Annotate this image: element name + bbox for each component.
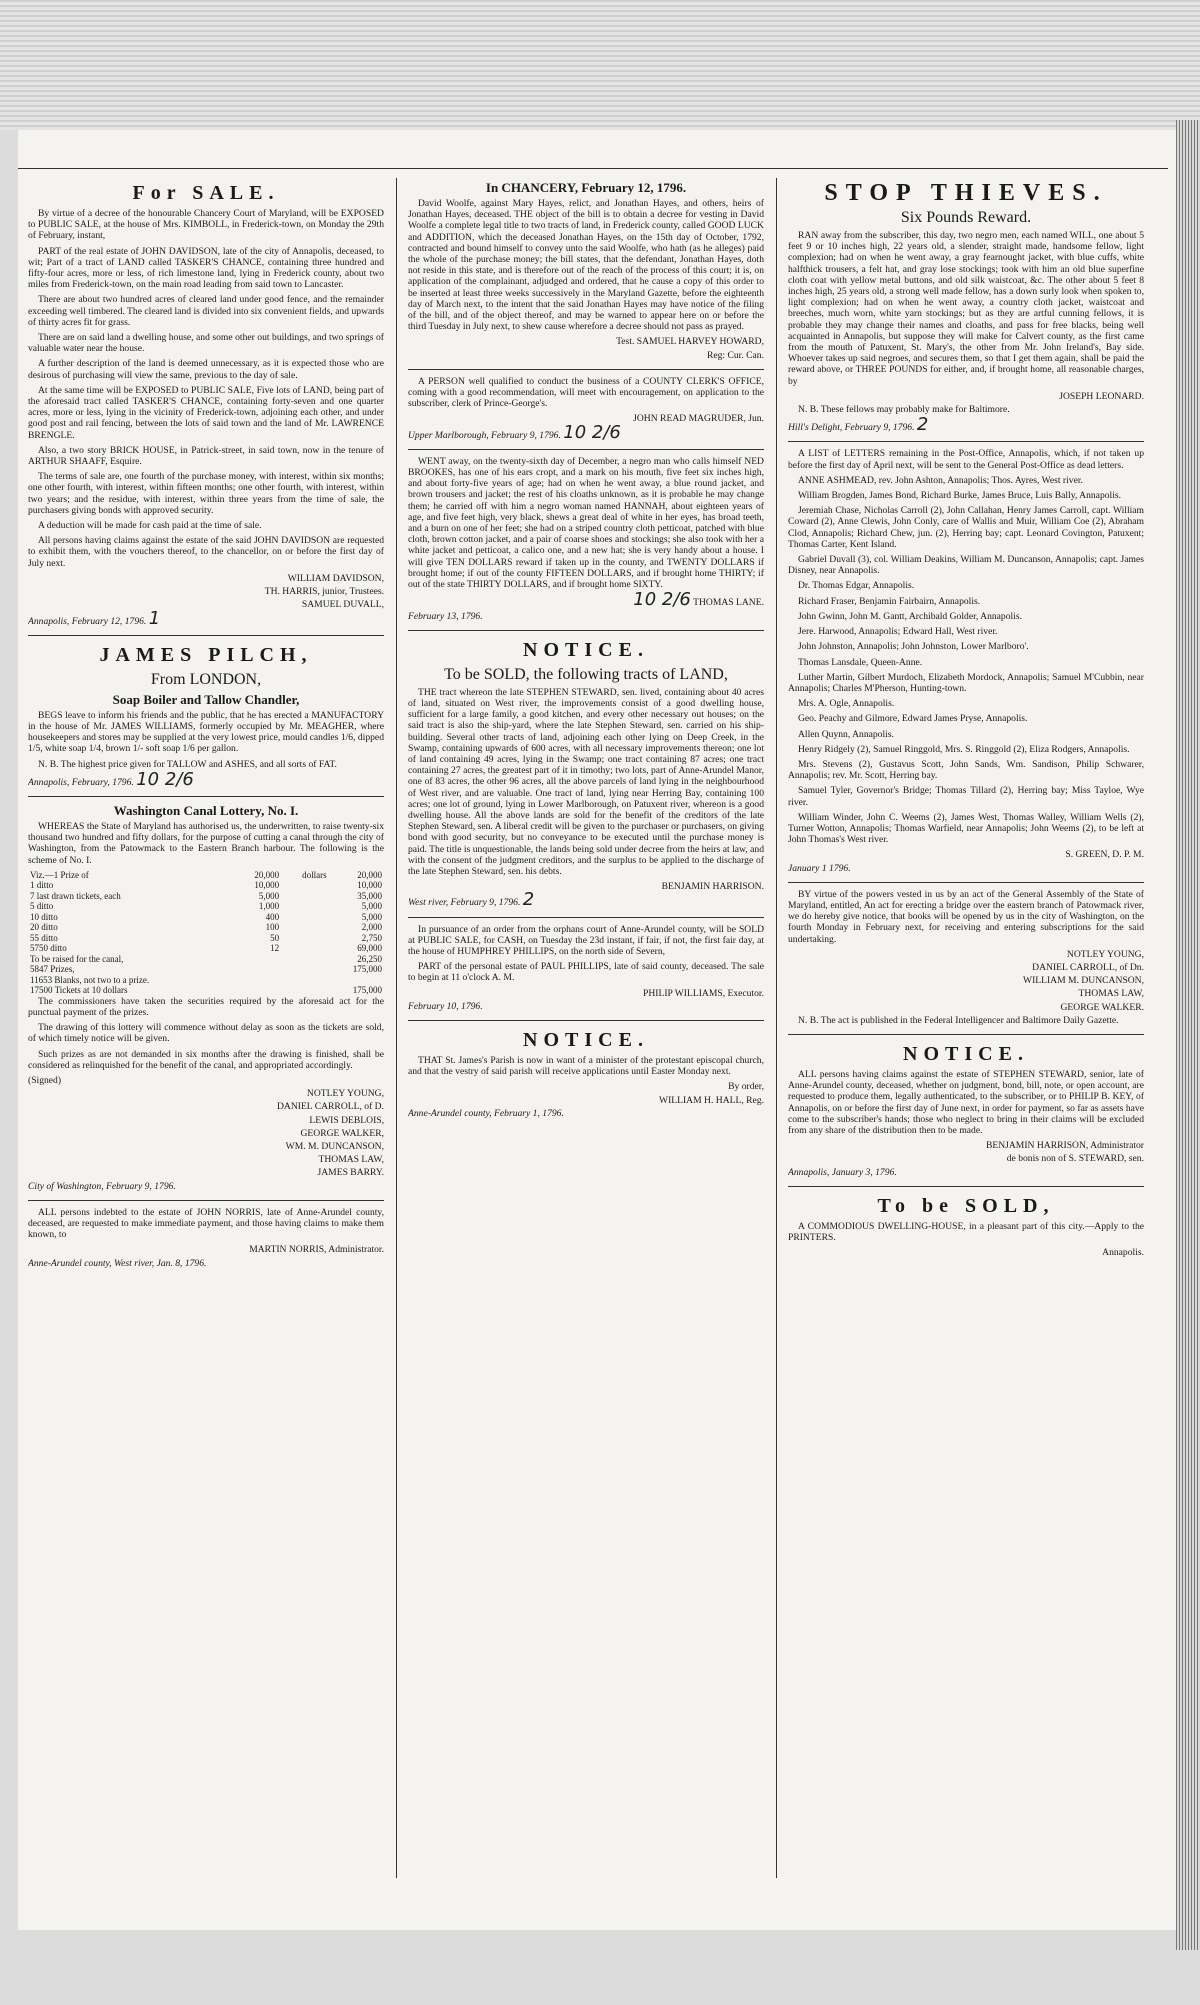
phillips-ad bbox=[408, 924, 764, 1012]
pilch-trade: Soap Boiler and Tallow Chandler, bbox=[112, 691, 300, 707]
pilch-ad bbox=[28, 642, 384, 788]
scheme-row bbox=[28, 891, 384, 902]
scheme-cell: 2,750 bbox=[361, 932, 382, 943]
scheme-cell bbox=[281, 891, 328, 902]
handwritten-note: 2 bbox=[916, 414, 929, 436]
scheme-cell: 2,000 bbox=[361, 922, 382, 933]
scheme-cell: 69,000 bbox=[357, 943, 382, 954]
letters-entry: Mrs. Stevens (2), Gustavus Scott, John Sands, Wm. Sandison, Philip Schwarer, Annapolis; rev. Mr. Scott, Herring bay. bbox=[788, 758, 1144, 782]
notice2-para: THAT St. James's Parish is now in want of a minister of the protestant episcopal church, and that the vestry of said parish will receive applications until Easter Monday next. bbox=[408, 1054, 764, 1078]
scheme-cell: 12 bbox=[270, 943, 280, 954]
scheme-cell: 175,000 bbox=[352, 964, 382, 975]
scheme-row bbox=[28, 943, 384, 954]
lane-para: WENT away, on the twenty-sixth day of December, a negro man who calls himself NED BROOKES, has one of his ears cropt, and a mark on his mouth, five feet six inches high, and about forty-five years of age; had on when he went away, a blue round jacket, and brown trousers and jacket; the rest of his cloaths unknown, as it is probable he may change them; he carried off with him a negro woman named HANNAH, about eighteen years of age, and five feet high, very black, shews a great deal of white in her eyes, has broad teeth, and a burn on one of her feet; she had on a striped country cloth petticoat, patched with blue cloth, brown cotton jacket, and a pair of coarse shoes and stockings; she also took with her a white jacket and petticoat, a calico one, and a new hat; she is very handy about a house. I will give TEN DOLLARS reward if taken up in the county, and TWENTY DOLLARS if brought home; if out of the county FIFTEEN DOLLARS, and if brought home THIRTY; if out of the state THIRTY DOLLARS, and if brought home SIXTY. bbox=[408, 455, 764, 591]
letters-entry: Thomas Lansdale, Queen-Anne. bbox=[798, 656, 923, 668]
scheme-row bbox=[28, 975, 384, 986]
notice2-ad bbox=[408, 1027, 764, 1119]
handwritten-note: 1 bbox=[148, 607, 161, 629]
scheme-cell bbox=[281, 943, 328, 954]
sale-para: A further description of the land is deemed unnecessary, as it is expected those who are desirous of purchasing will view the same, previous to the day of sale. bbox=[28, 358, 384, 381]
phillips-date: February 10, 1796. bbox=[408, 1000, 483, 1012]
scheme-cell: 1,000 bbox=[258, 901, 280, 912]
divider bbox=[788, 882, 1144, 883]
scheme-cell: 20 ditto bbox=[30, 922, 58, 933]
divider bbox=[28, 796, 384, 797]
column-1 bbox=[28, 178, 384, 1878]
divider bbox=[28, 635, 384, 636]
norris-date: Anne-Arundel county, West river, Jan. 8, 1796. bbox=[28, 1257, 207, 1269]
canal-date: City of Washington, February 9, 1796. bbox=[28, 1180, 176, 1192]
top-rule bbox=[18, 168, 1168, 169]
clerk-para: A PERSON well qualified to conduct the business of a COUNTY CLERK'S OFFICE, coming with a good recommendation, will meet with encouragement, on application to the subscriber, clerk of Prince-George's. bbox=[408, 375, 764, 410]
pilch-para: N. B. The highest price given for TALLOW and ASHES, and all sorts of FAT. bbox=[38, 758, 337, 770]
scheme-cell: dollars bbox=[302, 869, 327, 880]
notice3-sig: de bonis non of S. STEWARD, sen. bbox=[1006, 1153, 1144, 1165]
stop-nb: N. B. These fellows may probably make for Baltimore. bbox=[798, 404, 1010, 416]
scheme-cell: 5847 Prizes, bbox=[30, 964, 75, 975]
scheme-cell bbox=[281, 985, 328, 996]
scheme-cell: 5,000 bbox=[361, 901, 382, 912]
scheme-row bbox=[28, 985, 384, 996]
canal-lottery-ad bbox=[28, 803, 384, 1192]
stop-thieves-ad bbox=[788, 180, 1144, 436]
signer: NOTLEY YOUNG, bbox=[1066, 948, 1144, 960]
pilch-date: Annapolis, February, 1796. 10 2/6 bbox=[28, 768, 194, 790]
scheme-cell: 55 ditto bbox=[30, 932, 58, 943]
sale-date: Annapolis, February 12, 1796. 1 bbox=[28, 607, 161, 629]
canal-para: Such prizes as are not demanded in six months after the drawing is finished, shall be considered as relinquished for the benefit of the canal, and appropriated accordingly. bbox=[28, 1048, 384, 1071]
bridge-para: BY virtue of the powers vested in us by an act of the General Assembly of the State of Maryland, entitled, An act for erecting a bridge over the eastern branch of Patowmack river, we do hereby give notice, that books will be opened by us in the city of Washington, on the fourth Monday in February next, for receiving and entering subscriptions for the said undertaking. bbox=[788, 888, 1144, 945]
scheme-cell: 5,000 bbox=[258, 890, 280, 901]
sale-para: A deduction will be made for cash paid at the time of sale. bbox=[38, 520, 262, 532]
letters-entry: Luther Martin, Gilbert Murdoch, Elizabeth Mordock, Annapolis; Samuel M'Cubbin, near Annapolis; Charles M'Pherson, Hunting-town. bbox=[788, 671, 1144, 694]
sale-para: PART of the real estate of JOHN DAVIDSON, late of the city of Annapolis, deceased, to wit; Part of a tract of LAND called TASKER'S CHANCE, containing three hundred and fifty-four acres, more or less, of rich limestone land, lying in Frederick county, about two miles from Frederick-town, on the main road leading from said town to Lancaster. bbox=[28, 245, 384, 291]
divider bbox=[788, 1186, 1144, 1187]
scheme-cell: 10,000 bbox=[254, 880, 280, 891]
signer: GEORGE WALKER, bbox=[300, 1127, 384, 1139]
handwritten-note: 10 2/6 bbox=[563, 421, 621, 443]
signer: WM. M. DUNCANSON, bbox=[285, 1140, 384, 1152]
notice3-para: ALL persons having claims against the estate of STEPHEN STEWARD, senior, late of Anne-Arundel county, deceased, whether on judgment, bond, bill, note, or open account, are requested to produce them, legally authenticated, to the subscriber, or to PHILIP B. KEY, of Annapolis, on or before the first day of June next, in order for payment, so far as assets have come to the subscriber's hands; those who neglect to bring in their claims will be excluded from any share of the distribution then to be made. bbox=[788, 1068, 1144, 1136]
canal-para: The drawing of this lottery will commence without delay as soon as the tickets are sold, of which timely notice will be given. bbox=[28, 1022, 384, 1045]
scheme-cell: 400 bbox=[265, 911, 280, 922]
divider bbox=[788, 441, 1144, 442]
handwritten-note: 2 bbox=[522, 889, 535, 911]
signer: DANIEL CARROLL, of D. bbox=[276, 1101, 384, 1113]
column-3 bbox=[788, 178, 1144, 1878]
notice-ad bbox=[408, 637, 764, 909]
scheme-cell bbox=[281, 954, 328, 965]
sale-para: The terms of sale are, one fourth of the purchase money, with interest, within six months; one other fourth, with interest, within fifteen months; one other fourth, with interest, within two years; and the residue, with interest, within three years from the time of sale, the purchasers giving bonds with approved security. bbox=[28, 471, 384, 516]
pilch-heading: JAMES PILCH, bbox=[99, 643, 313, 666]
scheme-cell bbox=[233, 954, 281, 965]
stop-heading: STOP THIEVES. bbox=[824, 180, 1108, 206]
scheme-cell: 26,250 bbox=[357, 953, 382, 964]
bridge-ad bbox=[788, 889, 1144, 1026]
scheme-row bbox=[28, 922, 384, 933]
stop-date: Hill's Delight, February 9, 1796. 2 bbox=[788, 414, 929, 436]
column-rule-2 bbox=[776, 178, 777, 1878]
signer: NOTLEY YOUNG, bbox=[306, 1088, 384, 1100]
letters-entry: John Gwinn, John M. Gantt, Archibald Golder, Annapolis. bbox=[798, 610, 1022, 622]
scheme-cell bbox=[233, 964, 281, 975]
signer: JAMES BARRY. bbox=[317, 1167, 384, 1179]
scheme-cell bbox=[281, 922, 328, 933]
lane-sig: 10 2/6 THOMAS LANE. bbox=[633, 589, 764, 611]
chancery-heading: In CHANCERY, February 12, 1796. bbox=[485, 180, 687, 195]
scheme-cell bbox=[233, 975, 281, 986]
for-sale-ad bbox=[28, 180, 384, 627]
scheme-cell: 100 bbox=[265, 922, 280, 933]
column-2 bbox=[408, 178, 764, 1878]
notice-date: West river, February 9, 1796. 2 bbox=[408, 889, 535, 911]
letters-entry: Mrs. A. Ogle, Annapolis. bbox=[798, 698, 895, 710]
norris-para: ALL persons indebted to the estate of JOHN NORRIS, late of Anne-Arundel county, deceased, are requested to make immediate payment, and those having claims to make them known, to bbox=[28, 1206, 384, 1241]
signer: TH. HARRIS, junior, Trustees. bbox=[264, 586, 384, 598]
divider bbox=[408, 630, 764, 631]
scheme-row bbox=[28, 912, 384, 923]
sale-para: At the same time will be EXPOSED to PUBLIC SALE, Five lots of LAND, being part of the aforesaid tract called TASKER'S CHANCE, containing forty-seven and one quarter acres, more or less, lying in the vicinity of Frederick-town, adjoining each other, and under good post and rail fencing, between the lots of said town and the land of Mr. LAWRENCE BRENGLE. bbox=[28, 384, 384, 441]
letters-entry: Gabriel Duvall (3), col. William Deakins, William M. Duncanson, Annapolis; capt. James Disney, near Annapolis. bbox=[788, 554, 1144, 577]
scheme-cell: 35,000 bbox=[357, 890, 382, 901]
clerk-date: Upper Marlborough, February 9, 1796. 10 2/6 bbox=[408, 421, 621, 443]
divider bbox=[408, 1020, 764, 1021]
signer: DANIEL CARROLL, of Dn. bbox=[1032, 961, 1144, 973]
chancery-para: David Woolfe, against Mary Hayes, relict, and Jonathan Hayes, and others, heirs of Jonathan Hayes, deceased. THE object of the bill is to obtain a decree for vesting in David Woolfe a complete legal title to two tracts of land, in Frederick county, called GOOD LUCK and ADDITION, which the deceased Jonathan Hayes, on the 15th day of October, 1792, contracted and bound himself to convey unto the said Woolfe, who hath (as he alleges) paid the whole of the purchase money; the bill states, that the defendant, Jonathan Hayes, doth not reside in this state, and is therefore out of the reach of the process of this court; it is, on application of the complainant, adjudged and ordered, that he cause a copy of this order to be inserted at least three weeks successively in the Maryland Gazette, before the eighteenth day of March next, to the intent that the said Jonathan Hayes may have notice of the filing of the bill, and of the object thereof, and may be warned to appear here on or before the third Tuesday in July next, to shew cause wherefore a decree should not pass as prayed. bbox=[408, 198, 764, 333]
scheme-row bbox=[28, 954, 384, 965]
canal-heading: Washington Canal Lottery, No. I. bbox=[113, 802, 299, 818]
letters-entry: Jeremiah Chase, Nicholas Carroll (2), John Callahan, Henry James Carroll, capt. William Coward (2), Anne Clewis, John Conly, care of Wallis and Muir, William Coe (2), Abraham Clod, Annapolis; Richard Chew, jun. (2), Herring bay; capt. Leonard Covington, Patuxent; Thomas Carter, Kent Island. bbox=[788, 505, 1144, 550]
sold-para: A COMMODIOUS DWELLING-HOUSE, in a pleasant part of this city.—Apply to the PRINTERS. bbox=[788, 1220, 1144, 1244]
letters-entry: William Winder, John C. Weems (2), James West, Thomas Walley, William Wells (2), Turner Wotton, Annapolis; Thomas Warfield, near Annapolis; John Weems (2), to be left at John Thomas's West river. bbox=[788, 811, 1144, 846]
sold-heading: To be SOLD, bbox=[877, 1194, 1055, 1217]
pilch-para: BEGS leave to inform his friends and the public, that he has erected a MANUFACTORY in the house of Mr. JAMES WILLIAMS, formerly occupied by Mr. MEAGHER, where housekeepers and stores may be supplied at the very lowest price, mould candles 1/6, dipped 1/5, white soap 1/4, brown 1/- soft soap 1/6 per gallon. bbox=[28, 709, 384, 755]
letters-entry: Dr. Thomas Edgar, Annapolis. bbox=[798, 580, 915, 592]
scheme-cell bbox=[281, 912, 328, 923]
scheme-row bbox=[28, 870, 384, 881]
stop-sig: JOSEPH LEONARD. bbox=[1059, 390, 1144, 402]
scheme-cell: Viz.—1 Prize of bbox=[30, 869, 89, 880]
scheme-cell: 50 bbox=[270, 932, 280, 943]
handwritten-note: 10 2/6 bbox=[633, 589, 691, 611]
notice3-heading: NOTICE. bbox=[903, 1042, 1029, 1065]
scheme-cell bbox=[281, 880, 328, 891]
letters-entry: William Brogden, James Bond, Richard Burke, James Bruce, Luis Bally, Annapolis. bbox=[798, 490, 1121, 502]
signer: WILLIAM DAVIDSON, bbox=[287, 572, 384, 584]
lane-date: February 13, 1796. bbox=[408, 610, 483, 622]
letters-entry: John Johnston, Annapolis; John Johnston, Lower Marlboro'. bbox=[798, 641, 1029, 653]
sale-para: There are about two hundred acres of cleared land under good fence, and the remainder exceeding well timbered. The cleared land is divided into six convenient fields, and upwards of thirty acres fit for grass. bbox=[28, 294, 384, 328]
scheme-cell: 10,000 bbox=[357, 880, 382, 891]
scheme-cell: 11653 Blanks, not two to a prize. bbox=[30, 974, 150, 985]
scheme-row bbox=[28, 964, 384, 975]
phillips-sig: PHILIP WILLIAMS, Executor. bbox=[643, 987, 764, 999]
scheme-row bbox=[28, 901, 384, 912]
chancery-reg: Reg: Cur. Can. bbox=[706, 349, 764, 361]
chancery-test: Test. SAMUEL HARVEY HOWARD, bbox=[616, 336, 764, 348]
stop-sub: Six Pounds Reward. bbox=[900, 209, 1032, 226]
sale-para: All persons having claims against the estate of the said JOHN DAVIDSON are requested to exhibit them, with the vouchers thereof, to the chancellor, on or before the first day of July next. bbox=[28, 535, 384, 569]
scheme-cell: 20,000 bbox=[254, 869, 280, 880]
notice3-sig: BENJAMIN HARRISON, Administrator bbox=[985, 1140, 1144, 1152]
norris-ad bbox=[28, 1207, 384, 1269]
letters-heading: A LIST of LETTERS remaining in the Post-Office, Annapolis, which, if not taken up before the first day of April next, will be sent to the General Post-Office as dead letters. bbox=[788, 448, 1144, 471]
scheme-cell bbox=[329, 975, 384, 986]
divider bbox=[408, 917, 764, 918]
signer: WILLIAM M. DUNCANSON, bbox=[1023, 975, 1144, 987]
clerk-sig: JOHN READ MAGRUDER, Jun. bbox=[633, 413, 764, 425]
sold-place: Annapolis. bbox=[1102, 1247, 1144, 1259]
notice-sig: BENJAMIN HARRISON. bbox=[661, 881, 764, 893]
signer: GEORGE WALKER. bbox=[1060, 1001, 1144, 1013]
lane-ad bbox=[408, 456, 764, 622]
scheme-cell bbox=[281, 933, 328, 944]
signer: LEWIS DEBLOIS, bbox=[309, 1114, 384, 1126]
divider bbox=[788, 1034, 1144, 1035]
phillips-para: PART of the personal estate of PAUL PHILLIPS, late of said county, deceased. The sale to begin at 11 o'clock A. M. bbox=[408, 961, 764, 984]
scheme-cell: 5750 ditto bbox=[30, 943, 67, 954]
scheme-row bbox=[28, 880, 384, 891]
sale-para: By virtue of a decree of the honourable Chancery Court of Maryland, will be EXPOSED to PUBLIC SALE, at the house of Mrs. KIMBOLL, in Frederick-town, on Monday the 29th of February, instant, bbox=[28, 208, 384, 242]
letters-entry: Henry Ridgely (2), Samuel Ringgold, Mrs. S. Ringgold (2), Eliza Rodgers, Annapolis. bbox=[798, 743, 1130, 755]
letters-entry: Samuel Tyler, Governor's Bridge; Thomas Tillard (2), Herring bay; Miss Tayloe, Wye river. bbox=[788, 785, 1144, 808]
canal-para: WHEREAS the State of Maryland has authorised us, the underwritten, to raise twenty-six thousand two hundred and fifty dollars, for the purpose of cutting a canal through the city of Washington, from the Patowmack to the Eastern Branch harbour. The following is the scheme of No. I. bbox=[28, 820, 384, 866]
scheme-cell: 175,000 bbox=[352, 985, 382, 996]
scheme-row bbox=[28, 933, 384, 944]
notice2-heading: NOTICE. bbox=[523, 1028, 649, 1051]
handwritten-note: 10 2/6 bbox=[136, 768, 194, 790]
signer: THOMAS LAW, bbox=[318, 1154, 384, 1166]
notice3-ad bbox=[788, 1041, 1144, 1178]
chancery-ad bbox=[408, 180, 764, 361]
stop-para: RAN away from the subscriber, this day, two negro men, each named WILL, one about 5 feet 9 or 10 inches high, 22 years old, a slender, straight made, handsome fellow, light complexion; had on when he went away, a gray fearnought jacket, with blue cuffs, white halfthick trousers, a felt hat, and gray lose stockings; took with him an old blue superfine cloth coat with yellow metal buttons, and old silk waistcoat, &c. The other about 5 feet 8 inches high, 25 years old, a strong well made fellow, has a down surly look when spoken to, light complexion; had on when he went away, a country cloth jacket, waistcoat and breeches, much worn, white yarn stockings; but as they are artful cunning fellows, it is probable they may change their names and cloaths, and pass for free blacks, being well acquainted in Annapolis, but suppose they will make for Calvert county, as the first came from the mouth of Patuxent, St. Mary's, the other from Mr. John Ireland's, Bay side. Whoever takes up said negroes, and secures them, so that I get them again, shall be paid the reward above, or THREE POUNDS for either, and, if brought home, all reasonable charges, by bbox=[788, 230, 1144, 387]
clerk-ad bbox=[408, 376, 764, 441]
letters-entry: Geo. Peachy and Gilmore, Edward James Pryse, Annapolis. bbox=[798, 713, 1028, 725]
scheme-cell: 17500 Tickets at 10 dollars bbox=[30, 985, 128, 996]
scheme-cell: 20,000 bbox=[357, 869, 382, 880]
notice-heading: NOTICE. bbox=[523, 638, 649, 661]
scheme-cell bbox=[233, 985, 281, 996]
sale-para: Also, a two story BRICK HOUSE, in Patrick-street, in said town, now in the tenure of ARTHUR SHAAFF, Esquire. bbox=[28, 444, 384, 468]
letters-entry: ANNE ASHMEAD, rev. John Ashton, Annapolis; Thos. Ayres, West river. bbox=[798, 474, 1083, 486]
notice2-sig: WILLIAM H. HALL, Reg. bbox=[659, 1094, 764, 1106]
pilch-from: From LONDON, bbox=[150, 670, 262, 688]
phillips-para: In pursuance of an order from the orphans court of Anne-Arundel county, will be SOLD at PUBLIC SALE, for CASH, on Tuesday the 23d instant, if fair, if not, the first fair day, at the house of HUMPHREY PHILLIPS, on the north side of Severn, bbox=[408, 923, 764, 957]
letters-entry: Allen Quynn, Annapolis. bbox=[798, 728, 894, 740]
divider bbox=[408, 369, 764, 370]
divider bbox=[408, 449, 764, 450]
notice2-by: By order, bbox=[728, 1081, 764, 1093]
notice-para: THE tract whereon the late STEPHEN STEWARD, sen. lived, containing about 40 acres of land, situated on West river, the improvements consist of a good dwelling house, sufficient for a large family, a good kitchen, and every other necessary out houses; on the said tract is also the ship-yard, where the late Stephen Steward, sen. carried on his ship-building. Several other tracts of land, adjoining each other lying on Deep Creek, in the Swamp, containing upwards of 600 acres, with all necessary improvements thereon; one lot of land containing 49 acres, lying in the Swamp; one tract containing 87 acres; one tract containing 27 acres, the greatest part of it in timothy; two lots, part of Anne-Arundel Manor, one of 83 acres, the other 96 acres, all the above parcels of land lying in the neighbourhood of West river, and are valuable. One tract of land, lying near Herring Bay, containing 100 acres; one lot of ground, lying in Lower Marlborough, on Patuxent river, whereon is a good dwelling house. All the above lands are sold for the benefit of the creditors of the late Stephen Steward, sen. A liberal credit will be given to the purchaser or purchasers, on giving bond with good security, but no conveyance to be executed until the purchase money is paid. The title is unquestionable, the lands being sold under decree from the heirs at law, and with the consent of the judgment creditors, and the surplus to be applied to the discharge of the late Stephen Steward, sen. his debts. bbox=[408, 686, 764, 877]
scheme-cell: 7 last drawn tickets, each bbox=[30, 890, 121, 901]
lottery-scheme bbox=[28, 870, 384, 996]
norris-sig: MARTIN NORRIS, Administrator. bbox=[249, 1244, 384, 1256]
signer: THOMAS LAW, bbox=[1078, 988, 1144, 1000]
bridge-nb: N. B. The act is published in the Federal Intelligencer and Baltimore Daily Gazette. bbox=[798, 1014, 1119, 1026]
scheme-cell: 10 ditto bbox=[30, 911, 58, 922]
letters-entry: Richard Fraser, Benjamin Fairbairn, Annapolis. bbox=[798, 595, 981, 607]
letters-date: January 1 1796. bbox=[788, 862, 851, 874]
letters-entry: Jere. Harwood, Annapolis; Edward Hall, West river. bbox=[798, 626, 998, 638]
scheme-cell: 1 ditto bbox=[30, 880, 54, 891]
letters-list bbox=[788, 448, 1144, 873]
notice-sub: To be SOLD, the following tracts of LAND, bbox=[444, 665, 728, 683]
scheme-cell bbox=[281, 975, 328, 986]
to-be-sold-ad bbox=[788, 1193, 1144, 1259]
scheme-cell: 5 ditto bbox=[30, 901, 54, 912]
canal-para: The commissioners have taken the securities required by the aforesaid act for the punctual payment of the prizes. bbox=[28, 995, 384, 1018]
sale-para: There are on said land a dwelling house, and some other out buildings, and two springs of valuable water near the house. bbox=[28, 332, 384, 355]
trustees-label: Trustees. bbox=[349, 586, 384, 598]
scheme-cell bbox=[281, 901, 328, 912]
scan-noise-top bbox=[0, 0, 1200, 130]
page-edge-binding bbox=[1176, 120, 1200, 1950]
scheme-cell: To be raised for the canal, bbox=[30, 953, 124, 964]
column-rule-1 bbox=[396, 178, 397, 1878]
notice3-date: Annapolis, January 3, 1796. bbox=[788, 1166, 897, 1178]
for-sale-heading: For SALE. bbox=[132, 182, 280, 204]
divider bbox=[28, 1200, 384, 1201]
letters-sig: S. GREEN, D. P. M. bbox=[1065, 849, 1144, 861]
signer: SAMUEL DUVALL, bbox=[301, 599, 384, 611]
signed-label: (Signed) bbox=[28, 1074, 62, 1086]
scheme-cell: 5,000 bbox=[361, 911, 382, 922]
scheme-cell bbox=[281, 964, 328, 975]
notice2-date: Anne-Arundel county, February 1, 1796. bbox=[408, 1107, 564, 1119]
